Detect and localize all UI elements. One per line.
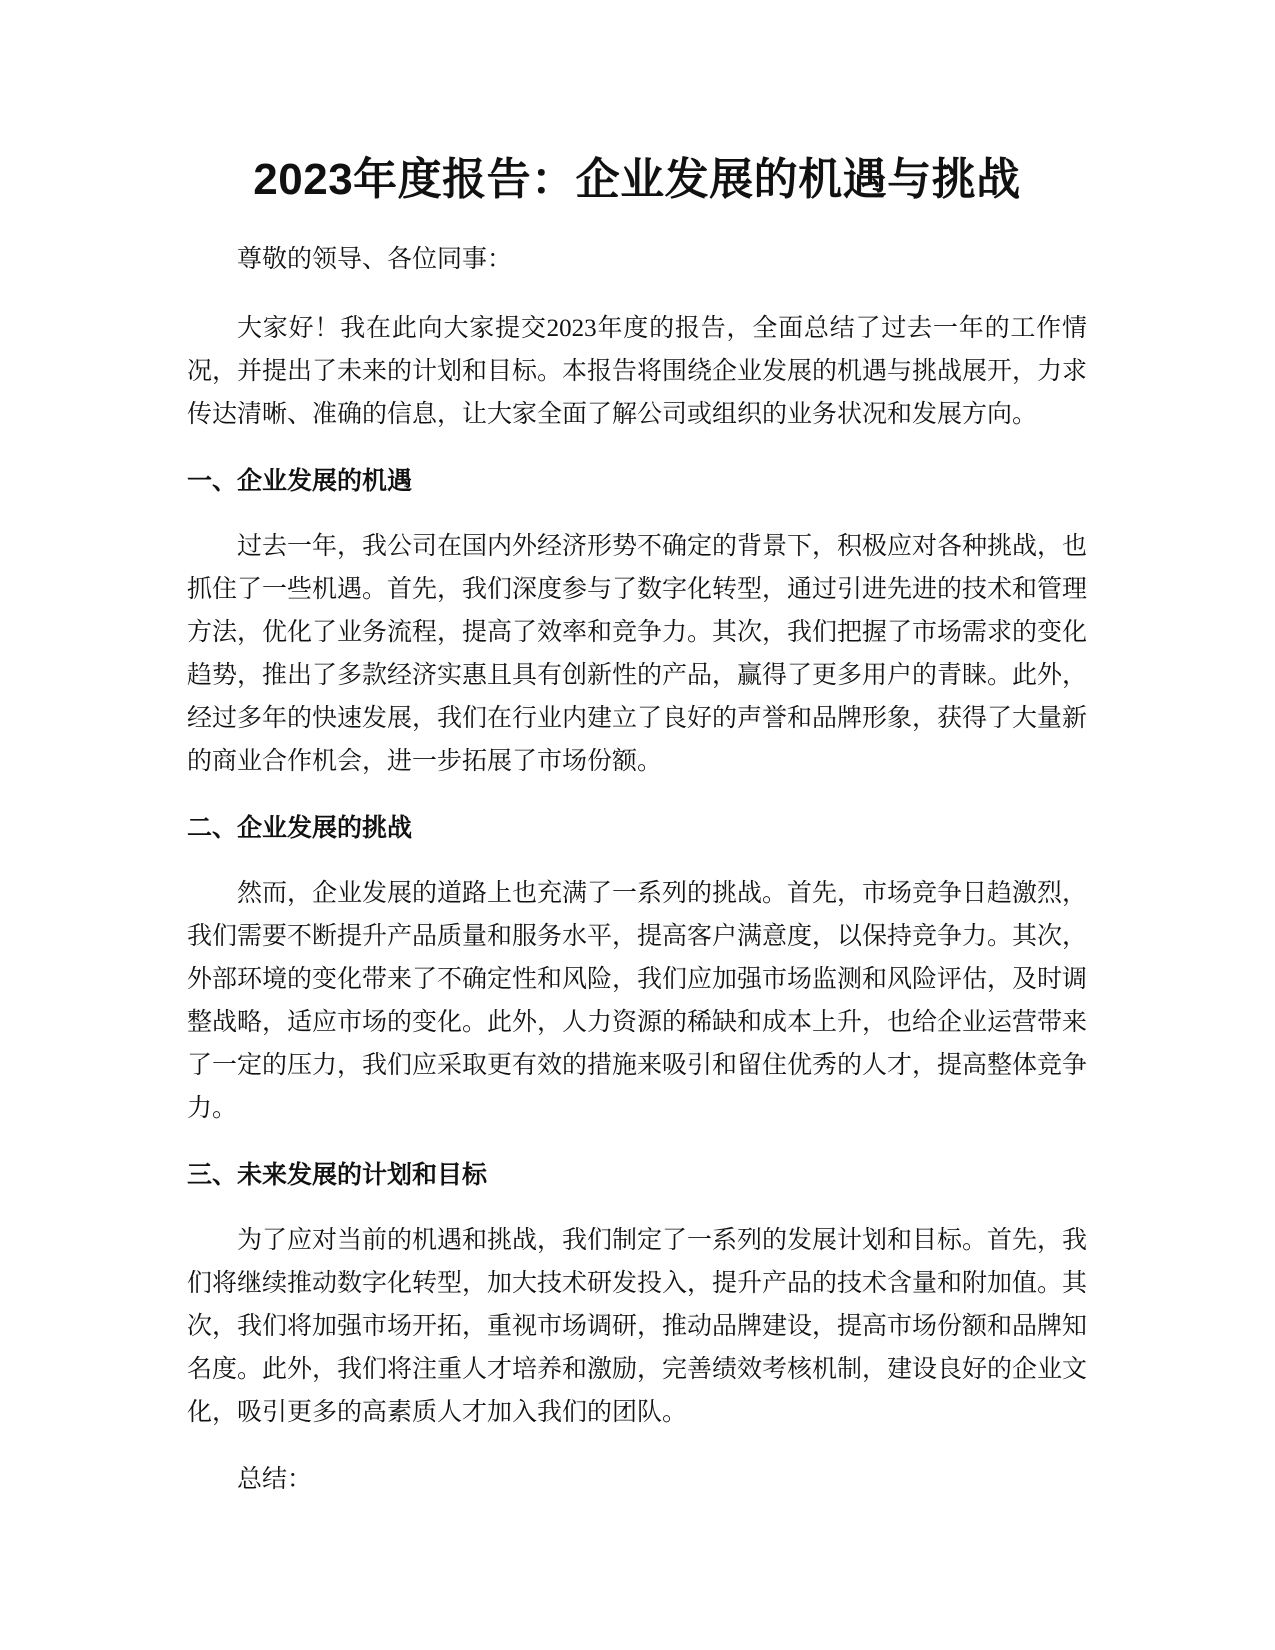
intro-paragraph: 大家好！我在此向大家提交2023年度的报告，全面总结了过去一年的工作情况，并提出了未来的计划和目标。本报告将围绕企业发展的机遇与挑战展开，力求传达清晰、准确的信息，让大家全面了解公司或组织的业务状况和发展方向。 (187, 315, 1088, 428)
section-body-opportunities: 过去一年，我公司在国内外经济形势不确定的背景下，积极应对各种挑战，也抓住了一些机遇。首先，我们深度参与了数字化转型，通过引进先进的技术和管理方法，优化了业务流程，提高了效率和竞争力。其次，我们把握了市场需求的变化趋势，推出了多款经济实惠且具有创新性的产品，赢得了更多用户的青睐。此外，经过多年的快速发展，我们在行业内建立了良好的声誉和品牌形象，获得了大量新的商业合作机会，进一步拓展了市场份额。 (187, 533, 1088, 775)
document-content (187, 148, 1087, 1525)
page-title: 2023年度报告：企业发展的机遇与挑战 (253, 155, 1021, 204)
section-heading-future-plans: 三、未来发展的计划和目标 (187, 1161, 488, 1189)
greeting-paragraph: 尊敬的领导、各位同事： (237, 246, 513, 273)
section-body-future-plans: 为了应对当前的机遇和挑战，我们制定了一系列的发展计划和目标。首先，我们将继续推动数字化转型，加大技术研发投入，提升产品的技术含量和附加值。其次，我们将加强市场开拓，重视市场调研，推动品牌建设，提高市场份额和品牌知名度。此外，我们将注重人才培养和激励，完善绩效考核机制，建设良好的企业文化，吸引更多的高素质人才加入我们的团队。 (187, 1227, 1088, 1426)
closing-label: 总结： (237, 1466, 313, 1493)
section-body-challenges: 然而，企业发展的道路上也充满了一系列的挑战。首先，市场竞争日趋激烈，我们需要不断提升产品质量和服务水平，提高客户满意度，以保持竞争力。其次，外部环境的变化带来了不确定性和风险，我们应加强市场监测和风险评估，及时调整战略，适应市场的变化。此外，人力资源的稀缺和成本上升，也给企业运营带来了一定的压力，我们应采取更有效的措施来吸引和留住优秀的人才，提高整体竞争力。 (187, 880, 1088, 1122)
section-heading-opportunities: 一、企业发展的机遇 (187, 467, 413, 495)
section-heading-challenges: 二、企业发展的挑战 (187, 814, 413, 842)
